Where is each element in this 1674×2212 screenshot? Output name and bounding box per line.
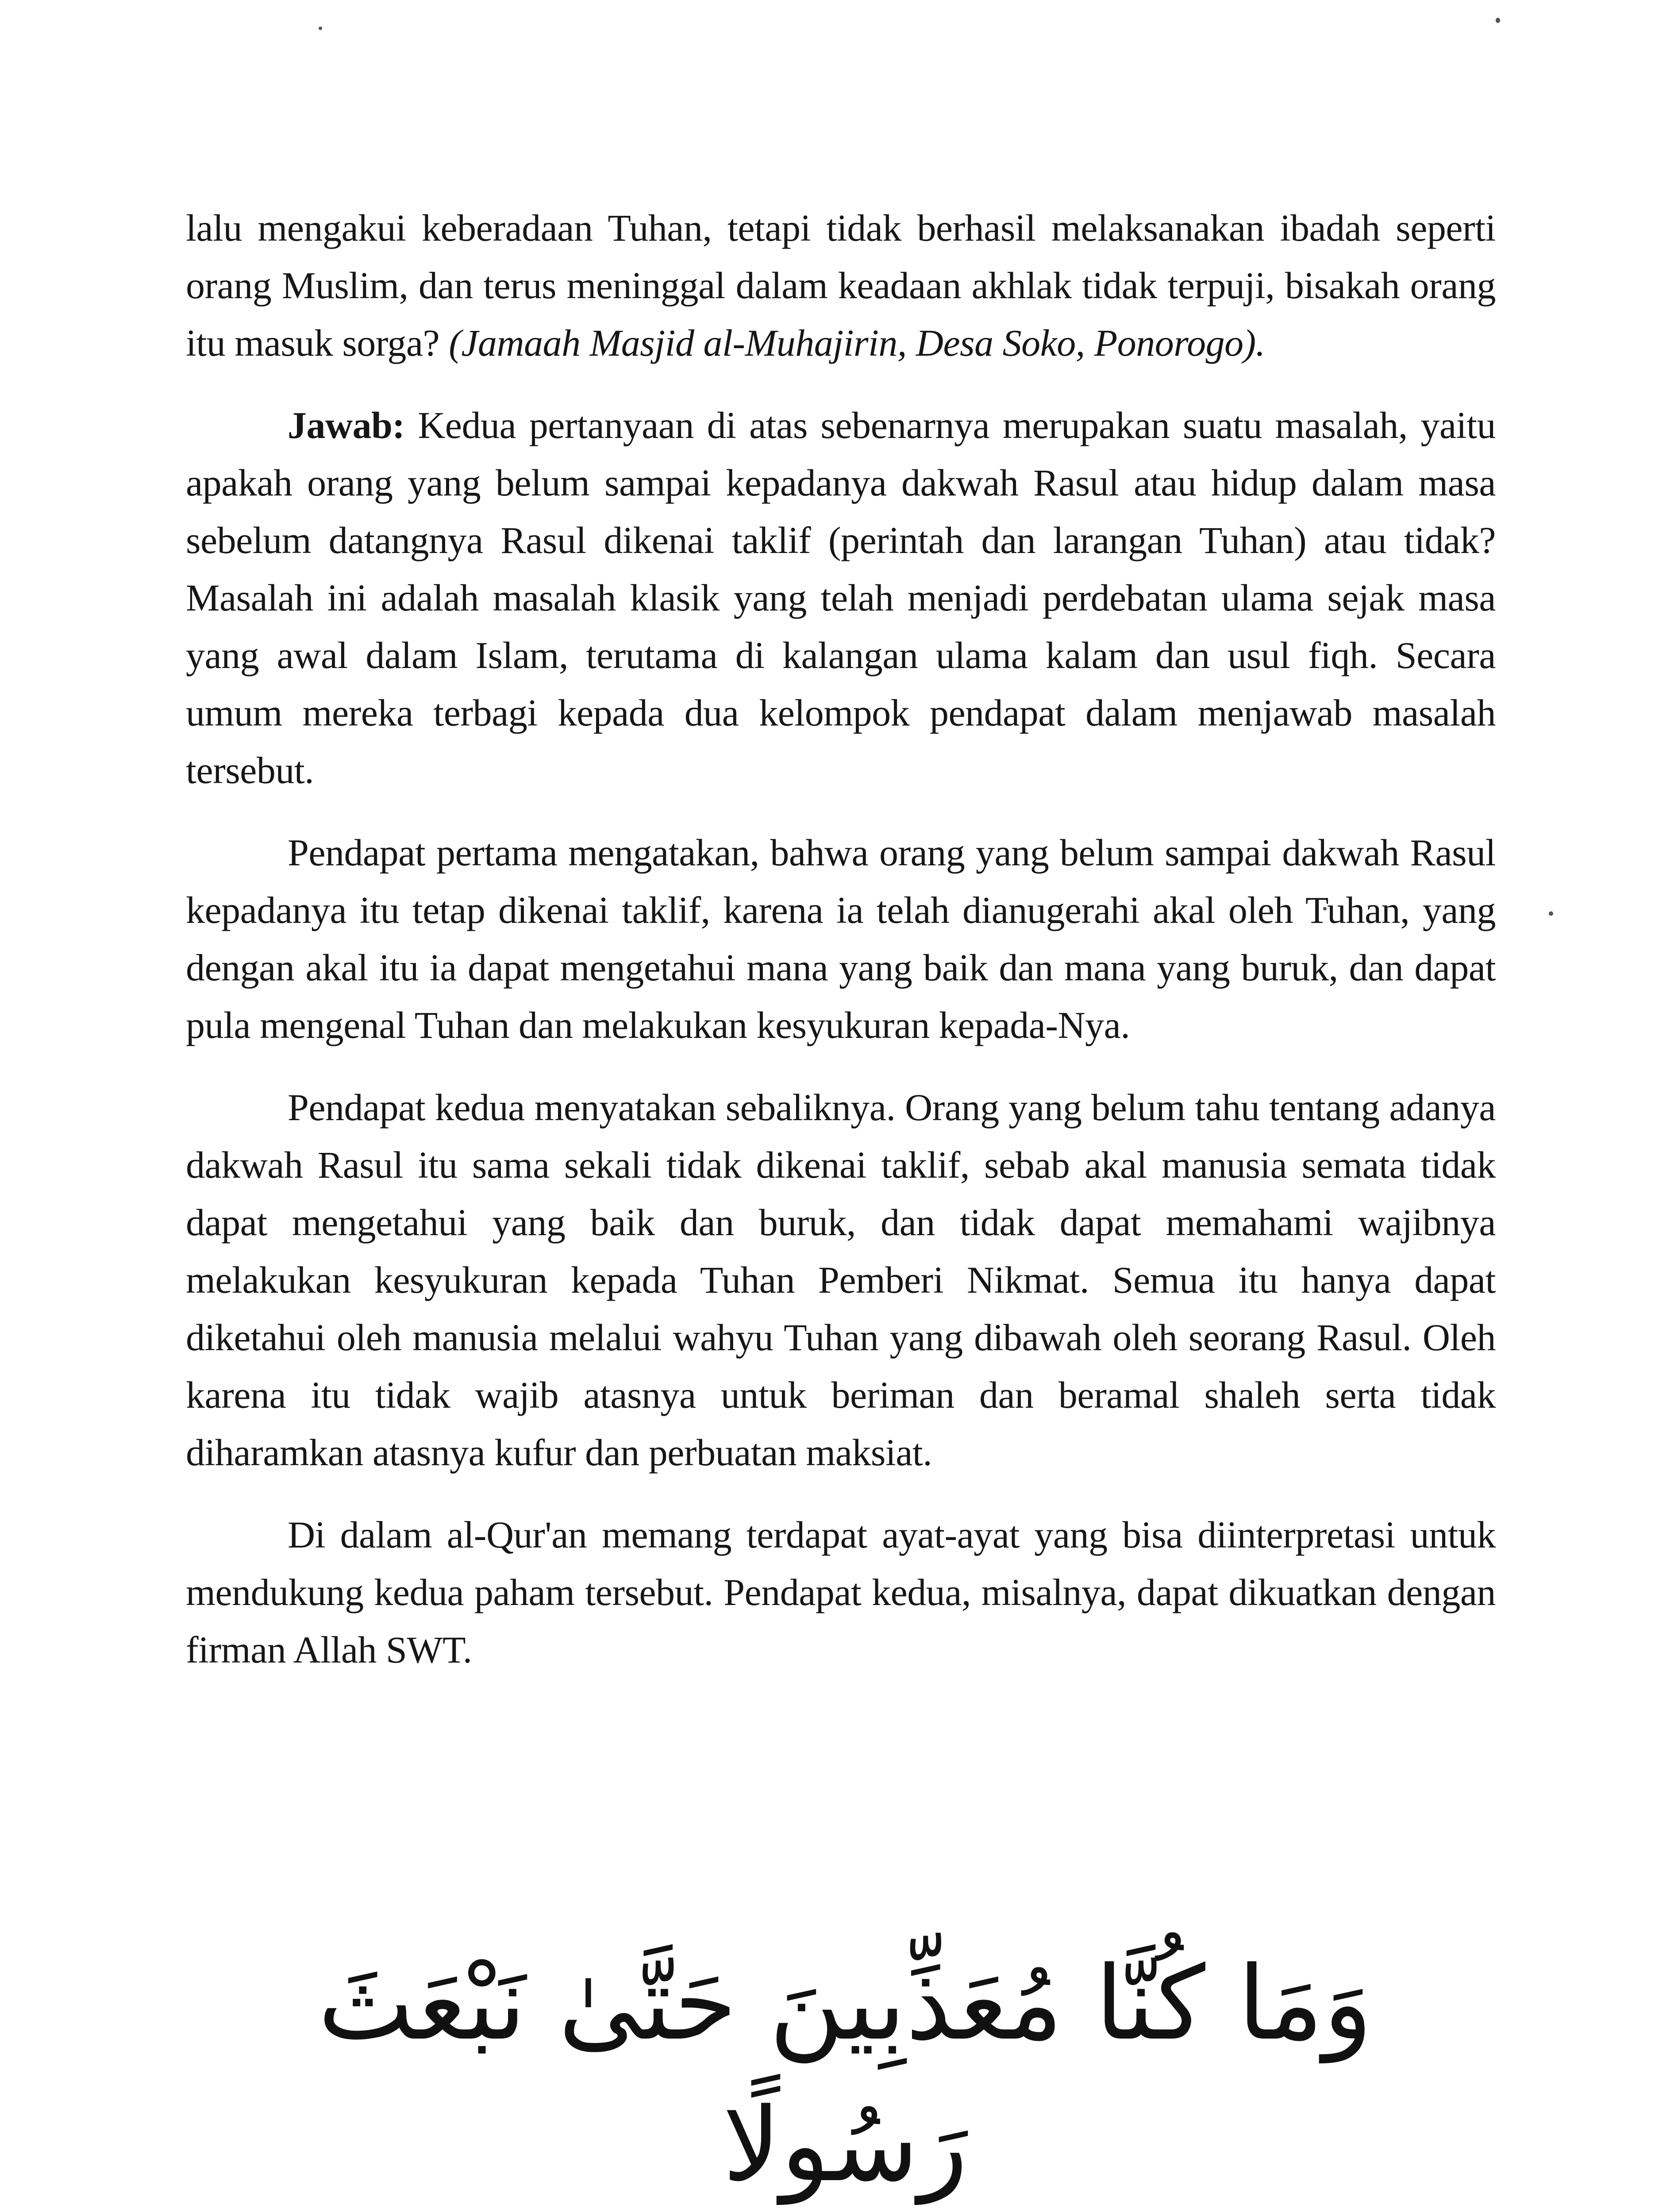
question-text: lalu mengakui keberadaan Tuhan, tetapi tidak berhasil melaksanakan ibadah seperti orang Muslim, dan terus meninggal dalam keadaan akhlak tidak terpuji, bisakah orang itu masuk sorga? xyxy=(186,207,1496,364)
paragraph-answer xyxy=(186,396,1496,799)
quran-verse: وَمَا كُنَّا مُعَذِّبِينَ حَتَّىٰ نَبْعَثَ رَسُولًا xyxy=(318,1945,1373,2204)
answer-text: Kedua pertanyaan di atas sebenarnya merupakan suatu masalah, yaitu apakah orang yang belum sampai kepadanya dakwah Rasul atau hidup dalam masa sebelum datangnya Rasul dikenai taklif (perintah dan larangan Tuhan) atau tidak? Masalah ini adalah masalah klasik yang telah menjadi perdebatan ulama sejak masa yang awal dalam Islam, terutama di kalangan ulama kalam dan usul fiqh. Secara umum mereka terbagi kepada dua kelompok pendapat dalam menjawab masalah tersebut. xyxy=(186,404,1496,791)
paragraph-quran-intro: Di dalam al-Qur'an memang terdapat ayat-ayat yang bisa diinterpretasi untuk mendukung kedua paham tersebut. Pendapat kedua, misalnya, dapat dikuatkan dengan firman Allah SWT. xyxy=(186,1513,1496,1671)
body-text xyxy=(186,199,1496,1703)
answer-label: Jawab: xyxy=(288,404,405,446)
question-source: (Jamaah Masjid al-Muhajirin, Desa Soko, Ponorogo). xyxy=(449,322,1265,364)
paragraph-second-opinion: Pendapat kedua menyatakan sebaliknya. Orang yang belum tahu tentang adanya dakwah Rasul itu sama sekali tidak dikenai taklif, sebab akal manusia semata tidak dapat mengetahui yang baik dan buruk, dan tidak dapat memahami wajibnya melakukan kesyukuran kepada Tuhan Pemberi Nikmat. Semua itu hanya dapat diketahui oleh manusia melalui wahyu Tuhan yang dibawah oleh seorang Rasul. Oleh karena itu tidak wajib atasnya untuk beriman dan beramal shaleh serta tidak diharamkan atasnya kufur dan perbuatan maksiat. xyxy=(186,1086,1496,1474)
paragraph-first-opinion: Pendapat pertama mengatakan, bahwa orang yang belum sampai dakwah Rasul kepadanya itu tetap dikenai taklif, karena ia telah dianugerahi akal oleh Tuhan, yang dengan akal itu ia dapat mengetahui mana yang baik dan mana yang buruk, dan dapat pula mengenal Tuhan dan melakukan kesyukuran kepada-Nya. xyxy=(186,831,1496,1046)
paragraph-question-end xyxy=(186,199,1496,372)
scan-speck xyxy=(319,27,322,30)
scan-speck xyxy=(1549,911,1553,916)
scan-speck xyxy=(1496,18,1500,23)
